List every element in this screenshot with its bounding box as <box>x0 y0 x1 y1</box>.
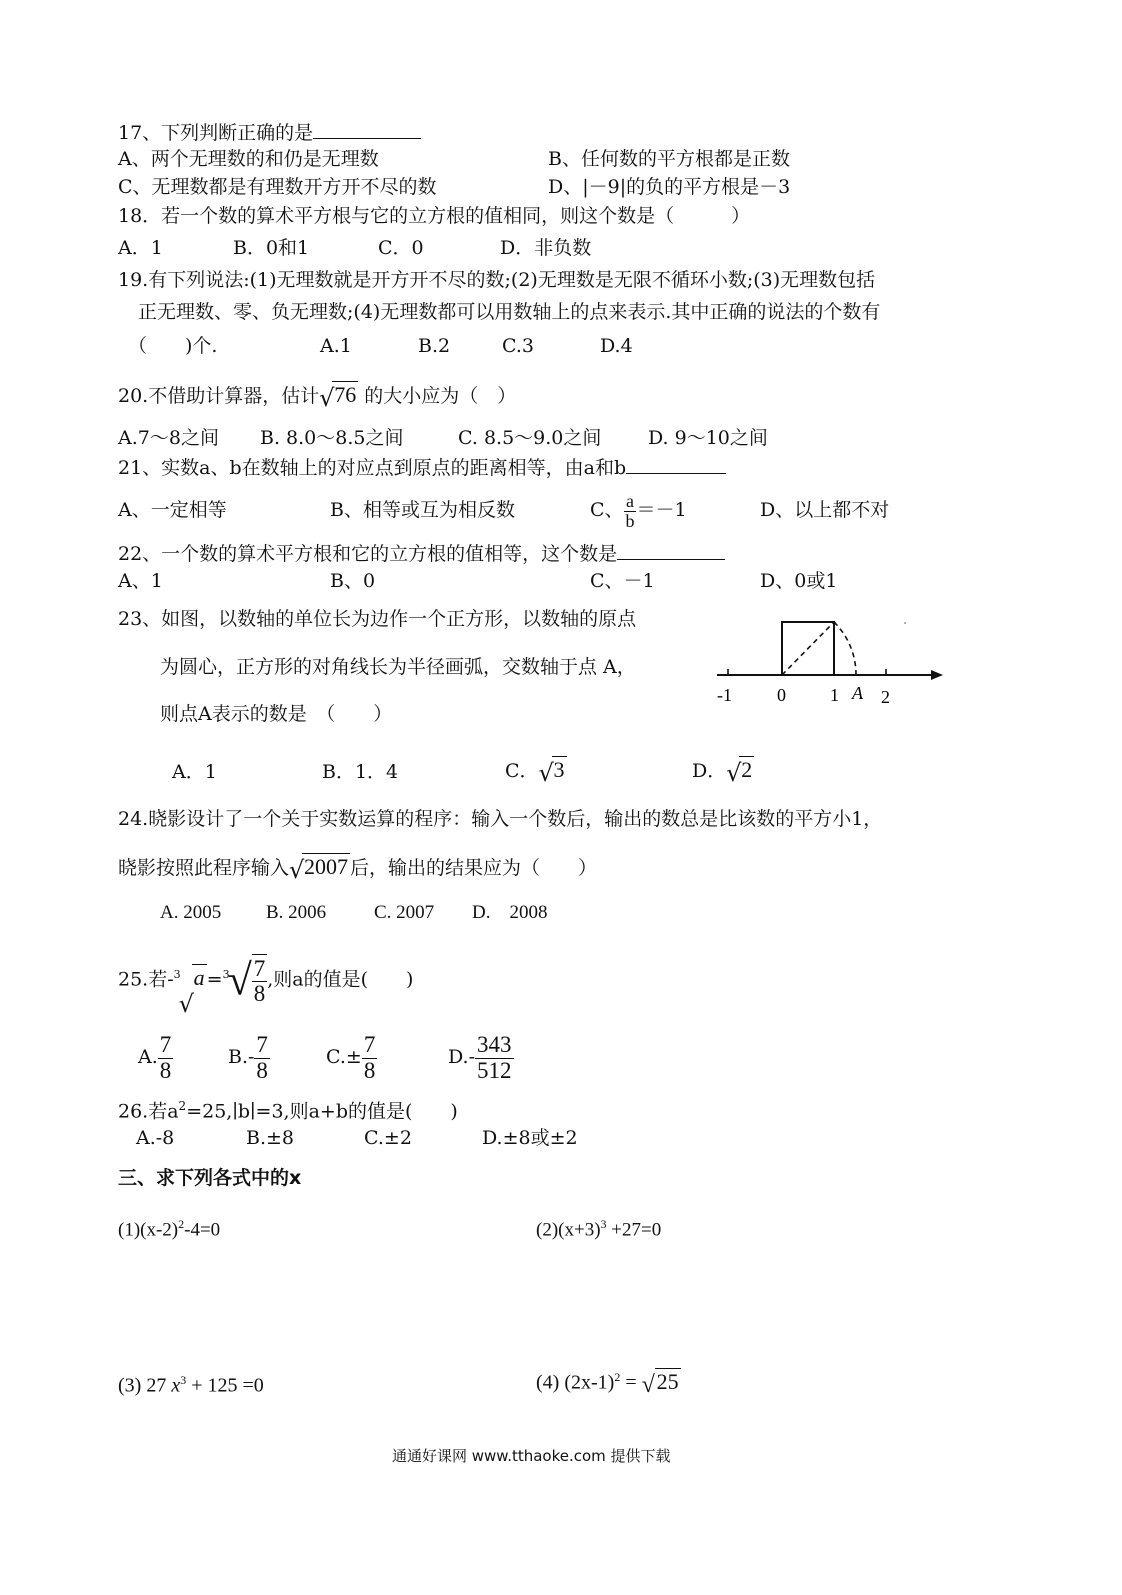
q19-option-a: A.1 <box>320 335 352 357</box>
q21-option-d: D、以上都不对 <box>760 499 890 521</box>
q25-stem: 25.若-$^3$ √ a =$^3$√ $\frac{7}{8}$ ,则a的值是( ) <box>118 940 413 1015</box>
q18-option-b: B．0和1 <box>233 237 310 259</box>
q24-option-c: C. 2007 <box>374 902 435 923</box>
equation-2: $(2)(x+3)^3 +27=0$ <box>536 1217 662 1241</box>
q22-stem: 22、一个数的算术平方根和它的立方根的值相等，这个数是 <box>118 541 725 566</box>
sqrt-2: √ 2 <box>726 757 753 787</box>
axis-arrow <box>931 670 943 680</box>
q17-option-b: B、任何数的平方根都是正数 <box>548 148 790 170</box>
q26-stem: 26.若$a^2=25,∣b∣=3$,则a+b的值是( ) <box>118 1099 458 1123</box>
label-neg1: -1 <box>717 685 732 705</box>
q22-option-a: A、1 <box>118 570 163 592</box>
q22-option-d: D、0或1 <box>760 570 838 592</box>
q19-line2: 正无理数、零、负无理数;(4)无理数都可以用数轴上的点来表示.其中正确的说法的个数有 <box>138 301 881 323</box>
sqrt-2007: √ 2007 <box>289 854 349 884</box>
label-0: 0 <box>777 685 786 705</box>
sqrt-3: √ 3 <box>538 757 565 787</box>
q20-option-d: D. 9～10之间 <box>648 427 768 449</box>
q23-line3: 则点A表示的数是 （ ） <box>160 703 393 725</box>
q24-option-a: A. 2005 <box>160 902 222 923</box>
equation-3: (3) 27 $x^3 + 125 =0$ <box>118 1373 264 1397</box>
q18-option-c: C．0 <box>378 237 424 259</box>
label-1: 1 <box>830 685 839 705</box>
q17-option-a: A、两个无理数的和仍是无理数 <box>118 148 379 170</box>
q24-line1: 24.晓影设计了一个关于实数运算的程序：输入一个数后，输出的数总是比该数的平方小1， <box>118 808 883 830</box>
answer-blank <box>617 541 725 560</box>
q26-option-c: C.±2 <box>364 1127 412 1149</box>
number-line-figure <box>705 605 950 715</box>
q19-line1: 19.有下列说法:(1)无理数就是开方开不尽的数;(2)无理数是无限不循环小数;(3)无理数包括 <box>118 269 876 291</box>
stray-dot <box>904 622 906 624</box>
fraction-7-over-8: $\frac{7}{8}$ <box>253 956 266 1007</box>
q23-option-b: B．1．4 <box>322 761 399 783</box>
q18-option-a: A．1 <box>118 237 163 259</box>
q21-stem: 21、实数a、b在数轴上的对应点到原点的距离相等，由a和b <box>118 455 726 480</box>
q18-stem: 18．若一个数的算术平方根与它的立方根的值相同，则这个数是（ ） <box>118 205 751 227</box>
q24-line2: 晓影按照此程序输入 √ 2007 后，输出的结果应为（ ） <box>118 854 598 884</box>
q20-stem: 20.不借助计算器，估计 √ 76 的大小应为（ ） <box>118 382 517 412</box>
cube-root-sign: √ <box>227 955 252 1005</box>
q26-option-d: D.±8或±2 <box>482 1127 578 1149</box>
q26-option-a: A.-8 <box>136 1127 175 1149</box>
label-A: A <box>852 683 863 703</box>
sqrt-76: √ 76 <box>319 382 357 412</box>
fraction-a-over-b: $\frac{a}{b}$ <box>625 490 635 531</box>
q17-stem: 17、下列判断正确的是 <box>118 120 421 145</box>
q26-option-b: B.±8 <box>246 1127 295 1149</box>
q25-option-b: B.- $\frac{7}{8}$ <box>228 1032 268 1083</box>
q23-option-d: D． √ 2 <box>692 757 753 787</box>
section-3-title: 三、求下列各式中的x <box>118 1167 302 1189</box>
q17-option-d: D、|－9|的负的平方根是－3 <box>548 176 791 198</box>
q20-option-c: C. 8.5～9.0之间 <box>458 427 602 449</box>
square-diagonal <box>782 622 834 675</box>
cube-root-a: √ a <box>178 965 205 1019</box>
q20-option-b: B. 8.0～8.5之间 <box>260 427 404 449</box>
q23-line1: 23、如图，以数轴的单位长为边作一个正方形，以数轴的原点 <box>118 608 637 630</box>
q19-option-c: C.3 <box>502 335 534 357</box>
equation-4: (4) $(2x-1)^2$ = √ 25 <box>536 1368 679 1398</box>
q25-option-a: A. $\frac{7}{8}$ <box>138 1032 172 1083</box>
answer-blank <box>626 455 726 474</box>
q24-option-d: D. 2008 <box>472 902 548 923</box>
answer-blank <box>313 120 421 139</box>
q21-option-b: B、相等或互为相反数 <box>330 499 515 521</box>
q25-option-c: C.± $\frac{7}{8}$ <box>326 1032 376 1083</box>
q23-option-c: C． √ 3 <box>505 757 565 787</box>
q25-option-d: D.- $\frac{343}{512}$ <box>448 1032 512 1083</box>
q19-line3: （ )个. <box>128 335 218 357</box>
q23-line2: 为圆心，正方形的对角线长为半径画弧，交数轴于点 A， <box>160 656 636 678</box>
q23-option-a: A．1 <box>172 761 217 783</box>
q19-option-d: D.4 <box>600 335 633 357</box>
q21-option-c: C、 $\frac{a}{b}$ ＝－1 <box>590 490 687 531</box>
footer-credit: 通通好课网 www.tthaoke.com 提供下载 <box>392 1447 671 1465</box>
q18-option-d: D．非负数 <box>500 237 592 259</box>
sqrt-25: √ 25 <box>641 1368 679 1398</box>
q17-option-c: C、无理数都是有理数开方开不尽的数 <box>118 176 437 198</box>
q22-option-b: B、0 <box>330 570 376 592</box>
q20-option-a: A.7～8之间 <box>118 427 219 449</box>
arc <box>834 622 856 675</box>
q24-option-b: B. 2006 <box>266 902 327 923</box>
equation-1: $(1)(x-2)^2-4=0$ <box>118 1217 221 1241</box>
q21-option-a: A、一定相等 <box>118 499 227 521</box>
q19-option-b: B.2 <box>418 335 451 357</box>
q22-option-c: C、－1 <box>590 570 655 592</box>
label-2: 2 <box>881 687 890 707</box>
